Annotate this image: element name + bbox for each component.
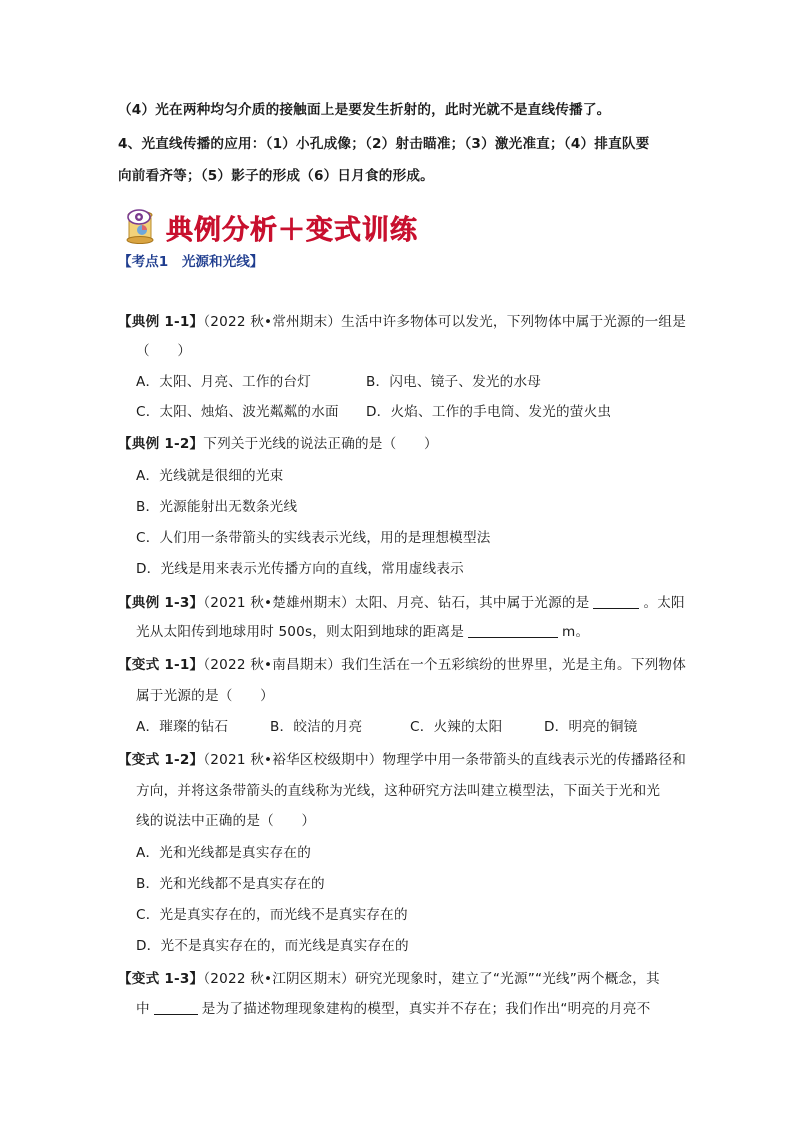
- question-1-1: [118, 312, 686, 332]
- question-tag: 【变式 1-2】: [118, 752, 204, 768]
- question-tag: 【典例 1-3】: [118, 595, 204, 611]
- variant-1-1: [118, 655, 686, 675]
- intro-line-2: 4、光直线传播的应用：（1）小孔成像；（2）射击瞄准；（3）激光准直；（4）排直队要: [118, 136, 650, 152]
- question-1-1-options-row-1: [136, 372, 541, 392]
- question-stem: （2022 秋•南昌期末）我们生活在一个五彩缤纷的世界里，光是主角。下列物体: [203, 657, 687, 673]
- option-a: A．光线就是很细的光束: [136, 468, 284, 484]
- variant-1-3: [118, 969, 660, 989]
- option-d: D．光线是用来表示光传播方向的直线，常用虚线表示: [136, 561, 464, 577]
- variant-1-3-line-2: [136, 999, 650, 1019]
- option-d: D．光不是真实存在的，而光线是真实存在的: [136, 938, 409, 954]
- question-stem: （2022 秋•常州期末）生活中许多物体可以发光，下列物体中属于光源的一组是: [203, 314, 687, 330]
- variant-1-2-line-3: 线的说法中正确的是（ ）: [136, 813, 316, 829]
- option-a: A．太阳、月亮、工作的台灯: [136, 374, 312, 390]
- option-b: B．光和光线都不是真实存在的: [136, 876, 325, 892]
- option-b: B．闪电、镜子、发光的水母: [366, 374, 542, 390]
- answer-blank[interactable]: [468, 623, 558, 638]
- question-1-1-options-row-2: [136, 402, 611, 422]
- question-stem: （2021 秋•楚雄州期末）太阳、月亮、钻石，其中属于光源的是: [203, 595, 590, 611]
- question-stem: （2021 秋•裕华区校级期中）物理学中用一条带箭头的直线表示光的传播路径和: [203, 752, 687, 768]
- variant-1-2-line-2: 方向，并将这条带箭头的直线称为光线，这种研究方法叫建立模型法，下面关于光和光: [136, 783, 661, 799]
- intro-line-1: （4）光在两种均匀介质的接触面上是要发生折射的，此时光就不是直线传播了。: [118, 102, 611, 118]
- option-b: B．光源能射出无数条光线: [136, 499, 298, 515]
- option-c: C．人们用一条带箭头的实线表示光线，用的是理想模型法: [136, 530, 491, 546]
- intro-line-3: 向前看齐等；（5）影子的形成（6）日月食的形成。: [118, 168, 434, 184]
- question-1-2: [118, 434, 438, 454]
- question-tag: 【变式 1-3】: [118, 971, 204, 987]
- option-b: B．皎洁的月亮: [270, 719, 363, 735]
- option-d: D．火焰、工作的手电筒、发光的萤火虫: [366, 404, 612, 420]
- topic-heading: 【考点1 光源和光线】: [118, 254, 264, 270]
- question-stem-tail: 是为了描述物理现象建构的模型，真实并不存在；我们作出“明亮的月亮不: [201, 1001, 651, 1017]
- question-stem: 下列关于光线的说法正确的是（ ）: [203, 436, 438, 452]
- option-c: C．火辣的太阳: [410, 719, 503, 735]
- question-1-3: [118, 593, 685, 613]
- question-tag: 【典例 1-1】: [118, 314, 204, 330]
- question-stem: （2022 秋•江阴区期末）研究光现象时，建立了“光源”“光线”两个概念，其: [203, 971, 660, 987]
- question-stem-tail: 。太阳: [643, 595, 685, 611]
- answer-blank[interactable]: [154, 1000, 198, 1015]
- banner-title: 典例分析＋变式训练: [166, 215, 418, 246]
- question-stem-tail: m。: [562, 624, 590, 640]
- question-stem: 光从太阳传到地球用时 500s，则太阳到地球的距离是: [136, 624, 465, 640]
- question-1-3-line-2: [136, 622, 589, 642]
- variant-1-2: [118, 750, 686, 770]
- question-tag: 【典例 1-2】: [118, 436, 204, 452]
- option-a: A．璀璨的钻石: [136, 719, 229, 735]
- variant-1-1-line-2: 属于光源的是（ ）: [136, 688, 274, 704]
- question-1-1-bracket: （ ）: [136, 343, 192, 359]
- option-c: C．太阳、烛焰、波光粼粼的水面: [136, 404, 339, 420]
- option-d: D．明亮的铜镜: [544, 719, 638, 735]
- section-banner: [122, 206, 432, 244]
- option-c: C．光是真实存在的，而光线不是真实存在的: [136, 907, 408, 923]
- option-a: A．光和光线都是真实存在的: [136, 845, 312, 861]
- answer-blank[interactable]: [593, 594, 639, 609]
- variant-1-1-options: [136, 717, 637, 737]
- question-stem: 中: [136, 1001, 150, 1017]
- scroll-icon: [122, 206, 162, 246]
- question-tag: 【变式 1-1】: [118, 657, 204, 673]
